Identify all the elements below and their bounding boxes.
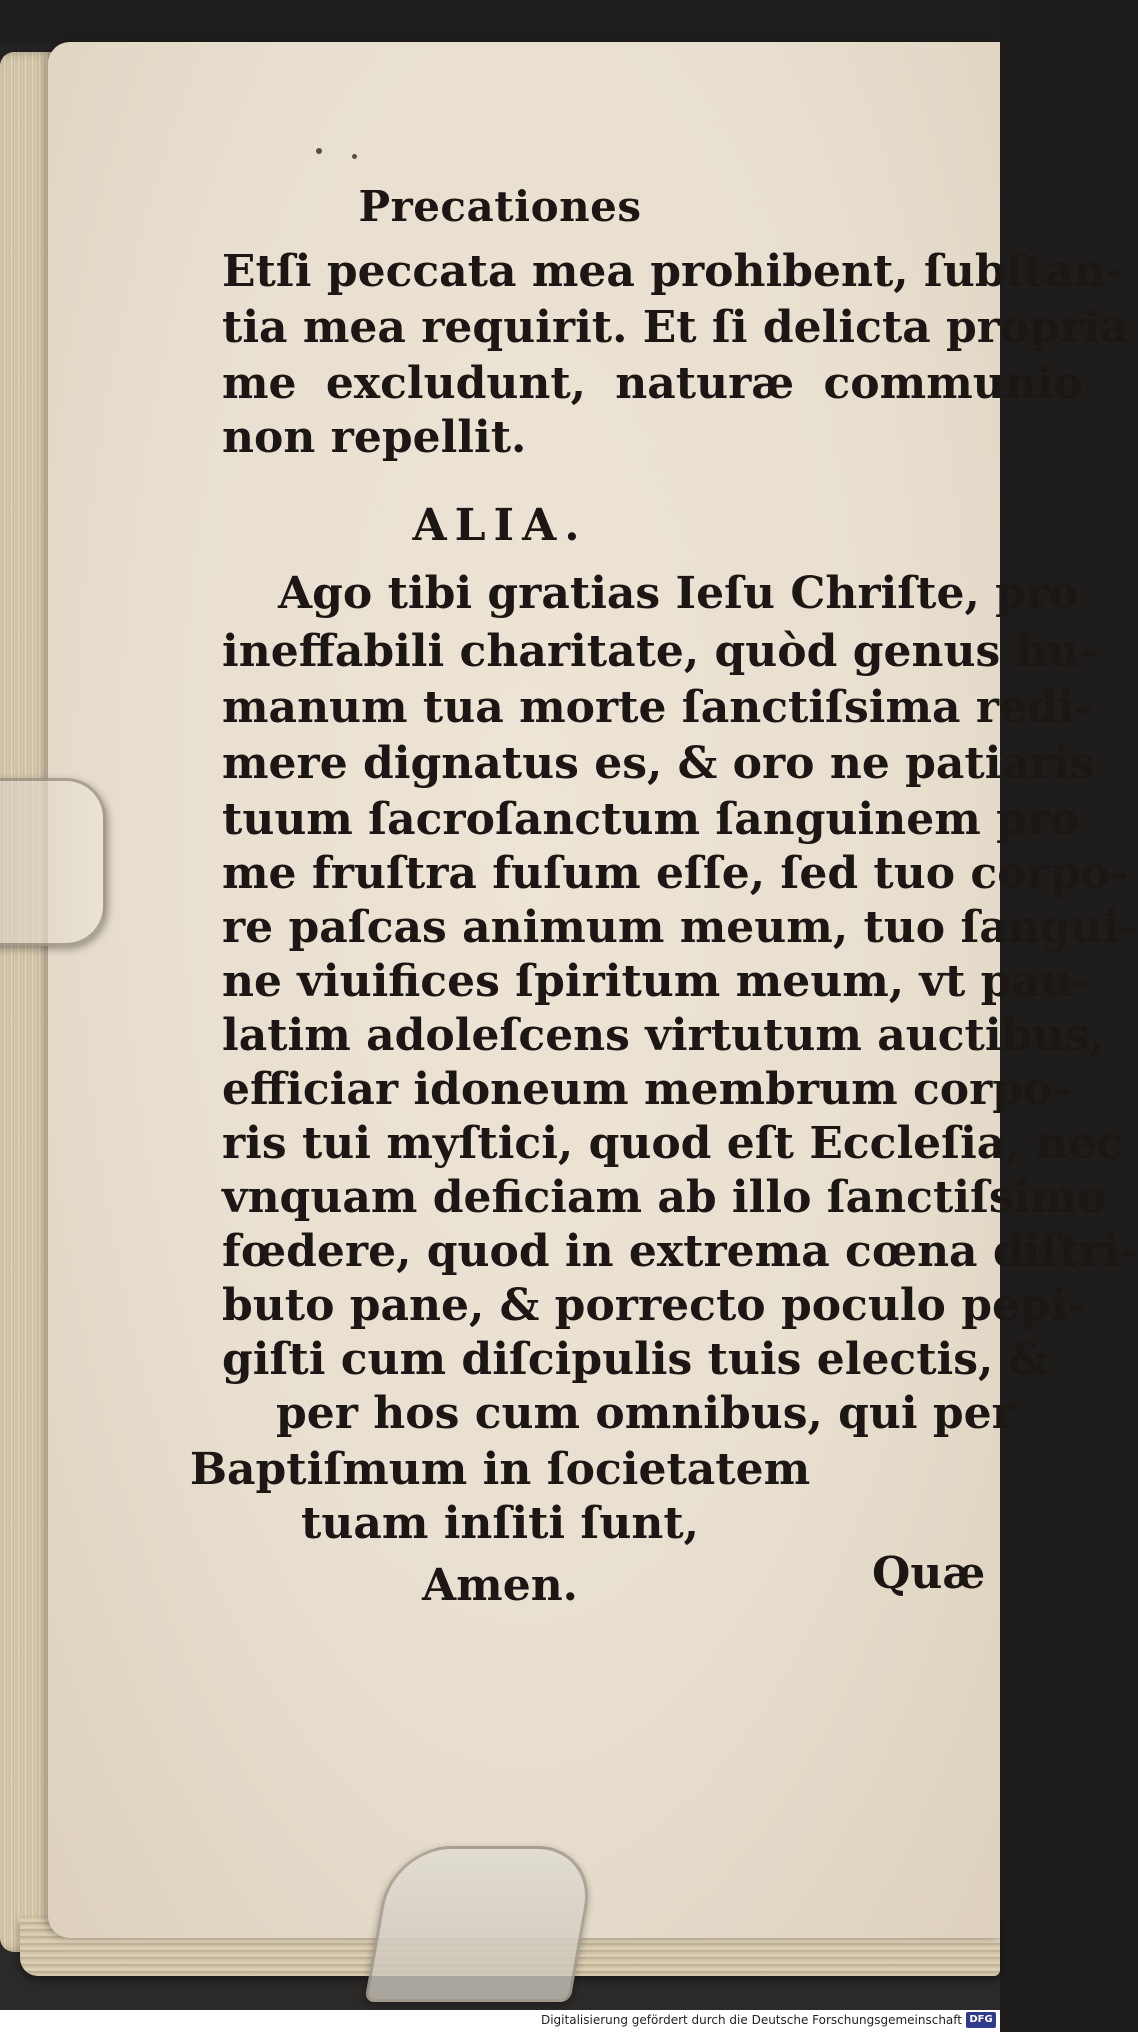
page-clip-left (0, 778, 106, 946)
text-line: ineffabili charitate, quòd genus hu- (222, 626, 1098, 677)
closing-amen: Amen. (422, 1560, 578, 1611)
funding-credit: Digitalisierung gefördert durch die Deutsche Forschungsgemeinschaft (540, 2013, 962, 2027)
text-line: ris tui myſtici, quod eſt Eccleſia, nec (222, 1118, 1123, 1169)
ink-speck (316, 148, 322, 154)
text-line: me excludunt, naturæ communio (222, 358, 1083, 409)
page-clip-bottom (364, 1846, 598, 2002)
text-line: re paſcas animum meum, tuo ſangui- (222, 902, 1138, 953)
text-line: Etſi peccata mea prohibent, ſubſtan- (222, 246, 1124, 297)
ink-speck (352, 154, 357, 159)
text-line: tuam inſiti ſunt, (301, 1498, 699, 1549)
dfg-logo: DFG (966, 2012, 996, 2028)
text-line: latim adoleſcens virtutum auctibus, (222, 1010, 1105, 1061)
text-line: tuum ſacroſanctum ſanguinem pro (222, 794, 1080, 845)
text-line: tia mea requirit. Et ſi delicta propria (222, 302, 1129, 353)
text-line: mere dignatus es, & oro ne patiaris (222, 738, 1095, 789)
section-heading: ALIA. (412, 500, 588, 551)
text-line: fœdere, quod in extrema cœna diſtri- (222, 1226, 1138, 1277)
text-line: me fruſtra fuſum eſſe, ſed tuo corpo- (222, 848, 1129, 899)
text-line: ne viuifices ſpiritum meum, vt pau- (222, 956, 1091, 1007)
text-line: vnquam deficiam ab illo ſanctiſsimo (222, 1172, 1107, 1223)
text-line: non repellit. (222, 412, 527, 463)
text-line: efficiar idoneum membrum corpo- (222, 1064, 1071, 1115)
text-line: per hos cum omnibus, qui per (276, 1388, 1015, 1439)
text-line: Ago tibi gratias Ieſu Chriſte, pro (278, 568, 1079, 619)
scan-footer (0, 2010, 1000, 2032)
text-line: giſti cum diſcipulis tuis electis, & (222, 1334, 1049, 1385)
text-line: Baptiſmum in ſocietatem (189, 1444, 811, 1495)
running-head: Precationes (358, 182, 642, 231)
catchword: Quæ (872, 1548, 986, 1599)
text-line: manum tua morte ſanctiſsima redi- (222, 682, 1093, 733)
text-line: buto pane, & porrecto poculo pepi- (222, 1280, 1086, 1331)
scan-background (0, 0, 1000, 44)
